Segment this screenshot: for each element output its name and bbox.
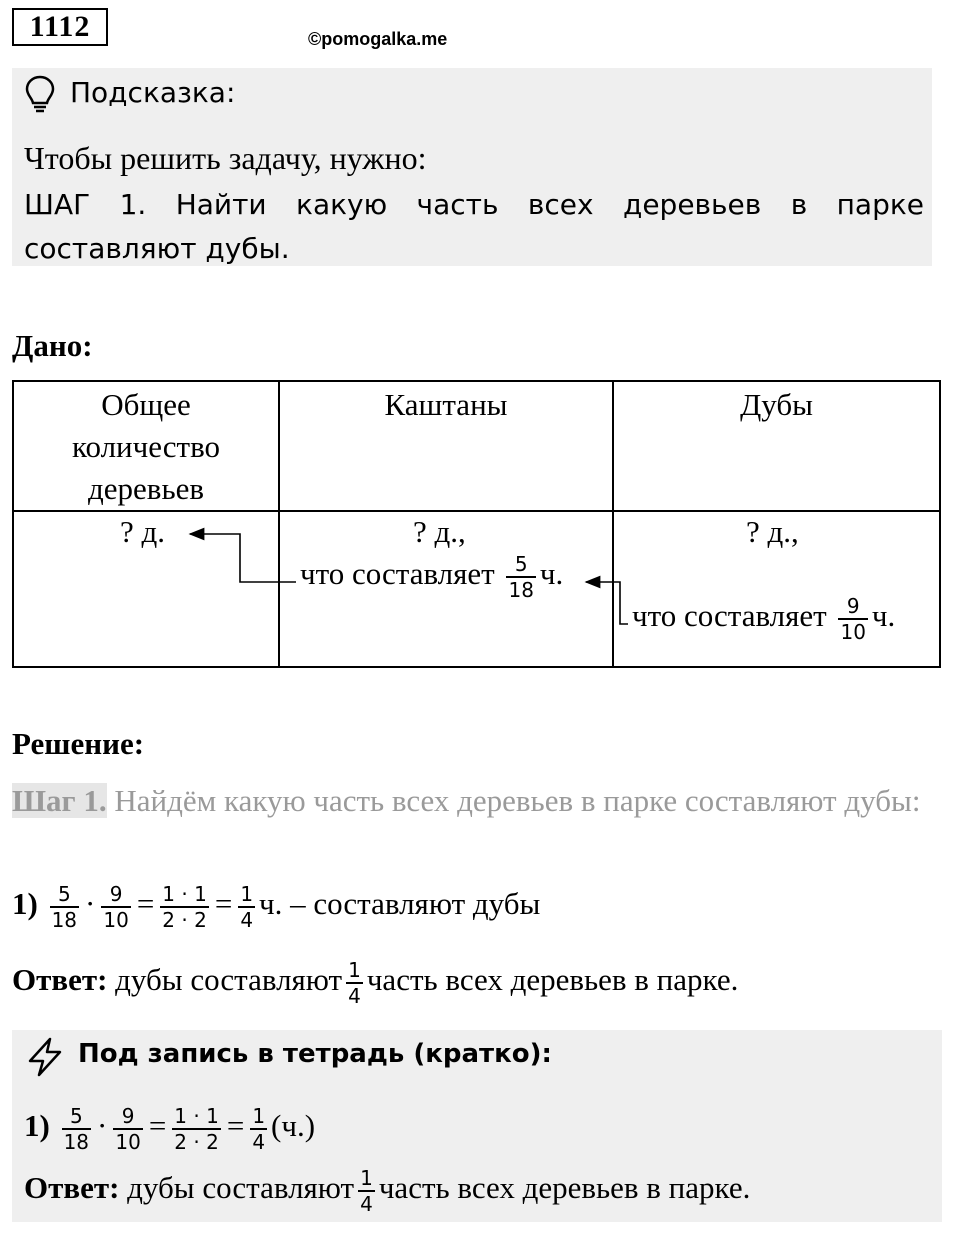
answer-label: Ответ: [24, 1170, 120, 1206]
fraction [172, 1104, 221, 1154]
line-index: 1) [24, 1108, 50, 1144]
fraction-num: 9 [838, 594, 867, 620]
fraction-den: 2 · 2 [174, 1130, 219, 1154]
fraction-den: 4 [252, 1130, 266, 1154]
fraction-den: 18 [508, 578, 534, 602]
fraction-den: 2 · 2 [162, 908, 207, 932]
oak-unit: ч. [871, 598, 896, 634]
answer-pre: дубы составляют [115, 962, 343, 998]
solution-heading: Решение: [12, 726, 145, 761]
fraction-num: 1 [348, 958, 361, 982]
answer-post: часть всех деревьев в парке. [378, 1170, 751, 1206]
fraction-den: 18 [63, 1130, 90, 1154]
solution-step-text: Найдём какую часть всех деревьев в парке составляют дубы: [114, 783, 921, 818]
fraction-num: 5 [62, 1104, 91, 1130]
equals-sign: = [136, 886, 155, 922]
arrow-oak-to-chestnut [586, 582, 628, 624]
header-total-line: количество [72, 429, 220, 464]
chestnut-value: ? д., [413, 514, 466, 549]
fraction [113, 1104, 142, 1154]
fraction-num: 1 · 1 [174, 1104, 219, 1128]
line-index: 1) [12, 886, 38, 922]
hint-title: Подсказка: [70, 76, 236, 109]
chestnut-text: что составляет [300, 556, 495, 592]
hint-step-text: Найти какую часть всех деревьев в парке составляют дубы. [24, 188, 924, 265]
arrow-chestnut-to-total [190, 534, 296, 582]
fraction-den: 4 [348, 984, 361, 1008]
hint-step-label: ШАГ 1. [24, 188, 147, 221]
header-total-line: деревьев [88, 471, 204, 506]
fraction [62, 1104, 91, 1154]
answer-pre: дубы составляют [127, 1170, 355, 1206]
lightning-icon [24, 1036, 66, 1078]
fraction [101, 882, 130, 932]
fraction-den: 10 [115, 1130, 141, 1154]
header-total-line: Общее [101, 387, 191, 422]
watermark: ©pomogalka.me [308, 29, 448, 49]
solution-answer [12, 958, 738, 1008]
chestnut-unit: ч. [539, 556, 564, 592]
problem-number: 1112 [12, 8, 108, 46]
fraction-num: 5 [506, 552, 535, 578]
fraction-num: 9 [113, 1104, 142, 1130]
fraction [346, 958, 363, 1008]
oak-value: ? д., [746, 514, 799, 549]
fraction-den: 18 [51, 908, 78, 932]
total-value: ? д. [120, 514, 166, 549]
fraction-num: 5 [50, 882, 79, 908]
solution-step [12, 780, 942, 822]
notebook-line-1 [24, 1104, 315, 1154]
fraction-num: 1 [240, 882, 254, 906]
fraction [50, 882, 79, 932]
solution-line-1 [12, 882, 540, 932]
fraction-num: 1 · 1 [162, 882, 207, 906]
line-tail: (ч.) [271, 1108, 316, 1144]
header-chestnut: Каштаны [279, 381, 613, 511]
equals-sign: = [214, 886, 233, 922]
fraction [358, 1166, 375, 1216]
fraction-den: 4 [240, 908, 254, 932]
fraction-num: 9 [101, 882, 130, 908]
multiply-sign: · [85, 886, 96, 922]
fraction-num: 1 [360, 1166, 373, 1190]
given-heading: Дано: [12, 328, 93, 363]
equals-sign: = [226, 1108, 245, 1144]
multiply-sign: · [97, 1108, 108, 1144]
fraction-den: 4 [360, 1192, 373, 1216]
notebook-answer [24, 1166, 750, 1216]
line-tail: ч. – составляют дубы [259, 886, 541, 922]
fraction-den: 10 [103, 908, 129, 932]
answer-post: часть всех деревьев в парке. [366, 962, 739, 998]
hint-intro-text: Чтобы решить задачу, нужно: [24, 140, 427, 176]
answer-label: Ответ: [12, 962, 108, 998]
fraction [238, 882, 255, 932]
fraction [160, 882, 209, 932]
oak-text: что составляет [632, 598, 827, 634]
notebook-title: Под запись в тетрадь (кратко): [78, 1039, 552, 1069]
header-oak: Дубы [613, 381, 940, 511]
equals-sign: = [148, 1108, 167, 1144]
fraction [250, 1104, 267, 1154]
fraction-den: 10 [840, 620, 866, 644]
fraction-num: 1 [252, 1104, 266, 1128]
solution-step-label: Шаг 1. [12, 783, 107, 818]
